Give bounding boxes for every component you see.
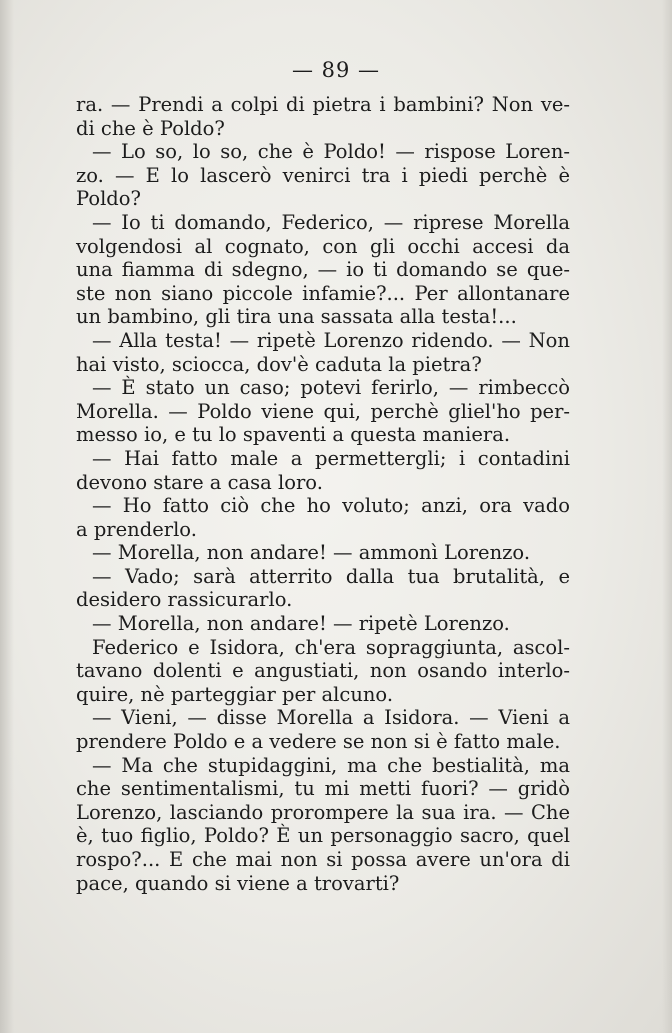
text-line: messo io, e tu lo spaventi a questa maniera. bbox=[76, 423, 511, 447]
text-line: di che è Poldo? bbox=[76, 116, 225, 140]
body-text bbox=[76, 93, 570, 895]
text-line: — Morella, non andare! — ammonì Lorenzo. bbox=[92, 541, 531, 565]
text-line: Lorenzo, lasciando prorompere la sua ira. — Che bbox=[76, 800, 570, 824]
text-line: — Vieni, — disse Morella a Isidora. — Vieni a bbox=[92, 706, 570, 730]
text-line: ra. — Prendi a colpi di pietra i bambini? Non ve- bbox=[76, 93, 570, 116]
text-line: Poldo? bbox=[76, 187, 141, 211]
text-line: Morella. — Poldo viene qui, perchè gliel'ho per- bbox=[76, 399, 570, 423]
text-line: — Ho fatto ciò che ho voluto; anzi, ora vado bbox=[92, 494, 570, 518]
text-line: — Ma che stupidaggini, ma che bestialità, ma bbox=[92, 753, 570, 777]
page-number: — 89 — bbox=[291, 58, 381, 82]
text-line: pace, quando si viene a trovarti? bbox=[76, 871, 400, 895]
text-line: — Vado; sarà atterrito dalla tua brutalità, e bbox=[92, 564, 570, 588]
text-line: a prenderlo. bbox=[76, 517, 197, 541]
text-line: volgendosi al cognato, con gli occhi accesi da bbox=[76, 234, 570, 258]
text-line: ste non siano piccole infamie?... Per allontanare bbox=[76, 281, 570, 305]
text-line: è, tuo figlio, Poldo? È un personaggio sacro, quel bbox=[76, 824, 570, 848]
text-line: prendere Poldo e a vedere se non si è fatto male. bbox=[76, 730, 561, 754]
text-line: — Lo so, lo so, che è Poldo! — rispose Loren- bbox=[92, 140, 570, 164]
text-line: devono stare a casa loro. bbox=[76, 470, 323, 494]
text-line: un bambino, gli tira una sassata alla testa!... bbox=[76, 305, 517, 329]
text-line: una fiamma di sdegno, — io ti domando se que- bbox=[76, 258, 570, 282]
text-line: — Hai fatto male a permettergli; i contadini bbox=[92, 446, 570, 470]
text-line: che sentimentalismi, tu mi metti fuori? — gridò bbox=[76, 777, 570, 801]
text-line: tavano dolenti e angustiati, non osando interlo- bbox=[76, 659, 570, 683]
text-line: quire, nè parteggiar per alcuno. bbox=[76, 682, 394, 706]
text-line: zo. — E lo lascerò venirci tra i piedi perchè è bbox=[76, 163, 570, 187]
text-line: hai visto, sciocca, dov'è caduta la pietra? bbox=[76, 352, 482, 376]
text-line: rospo?... E che mai non si possa avere un'ora di bbox=[76, 848, 570, 871]
text-line: — Morella, non andare! — ripetè Lorenzo. bbox=[92, 612, 510, 636]
page-right-shadow bbox=[662, 0, 672, 1033]
text-line: desidero rassicurarlo. bbox=[76, 588, 293, 612]
text-line: Federico e Isidora, ch'era sopraggiunta, ascol- bbox=[92, 635, 570, 659]
text-line: — Io ti domando, Federico, — riprese Morella bbox=[92, 210, 570, 234]
page-left-shadow bbox=[0, 0, 14, 1033]
text-line: — È stato un caso; potevi ferirlo, — rimbeccò bbox=[92, 376, 570, 400]
text-line: — Alla testa! — ripetè Lorenzo ridendo. — Non bbox=[92, 328, 570, 352]
